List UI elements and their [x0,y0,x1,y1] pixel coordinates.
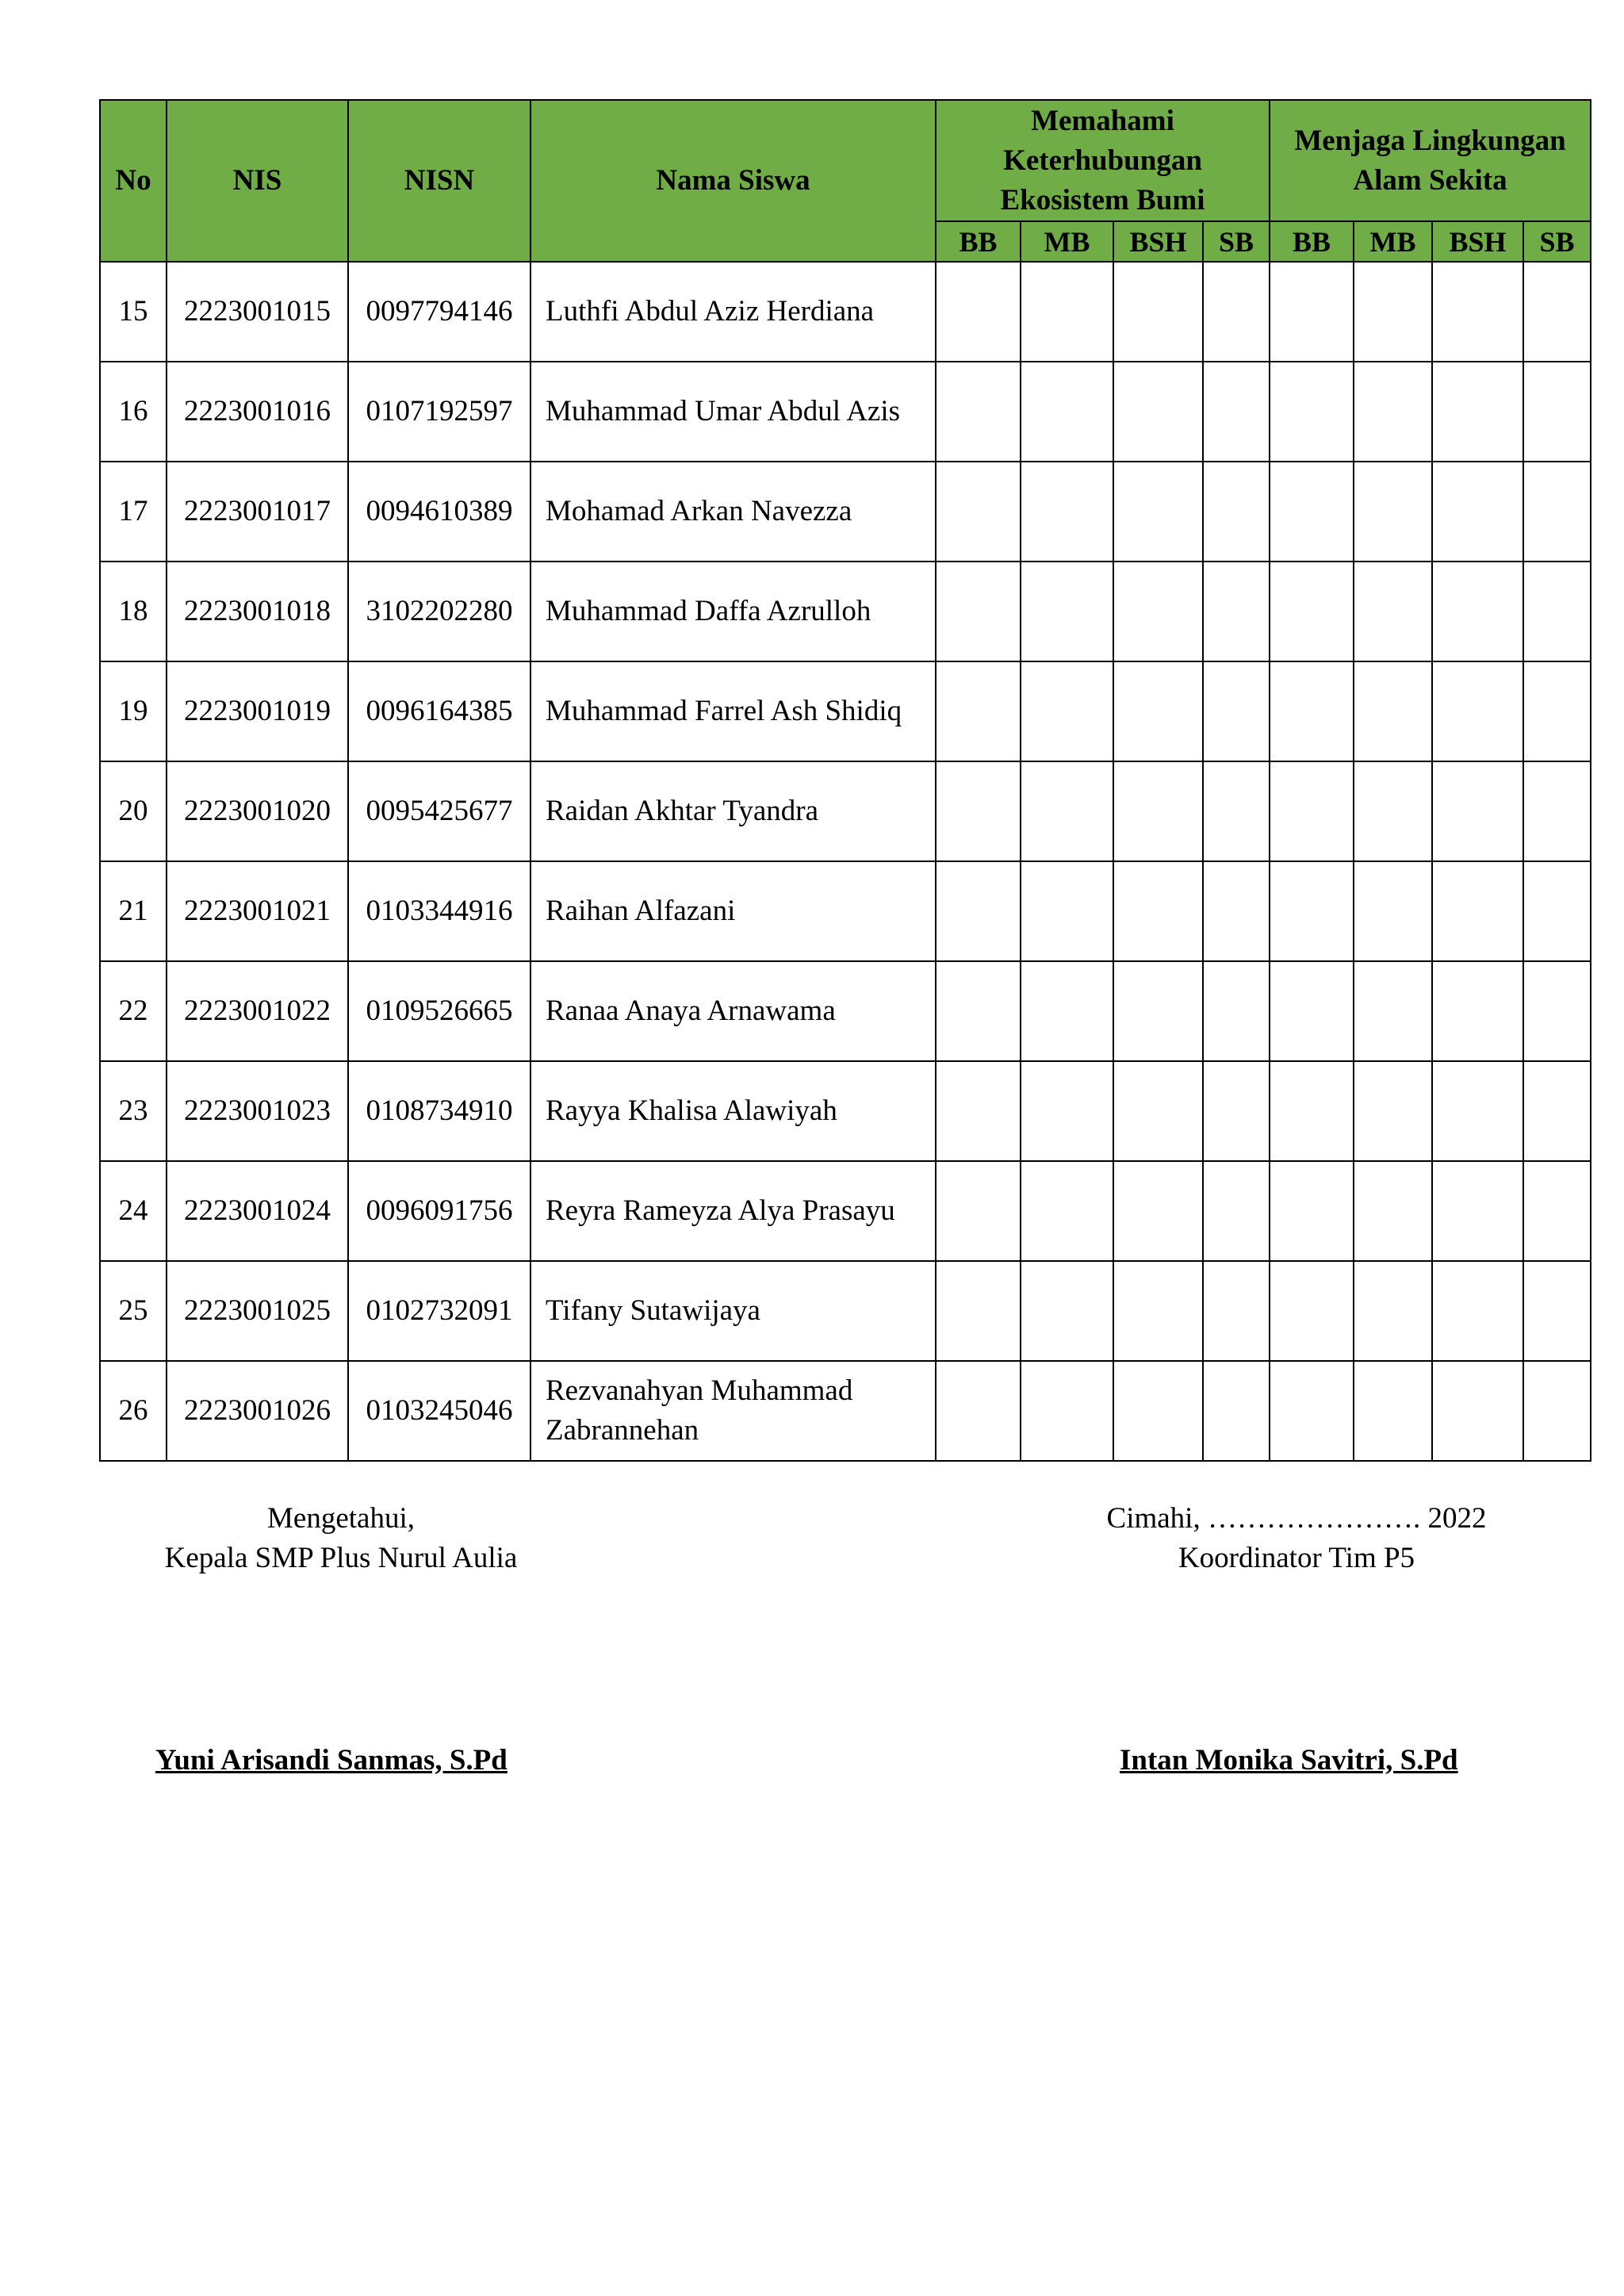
header-nama-siswa: Nama Siswa [530,100,936,262]
row-nis: 2223001026 [167,1361,348,1461]
grade-cell [1270,1061,1354,1161]
student-assessment-table [99,99,1591,1462]
row-nisn: 0103245046 [348,1361,530,1461]
grade-cell [1523,661,1591,761]
grade-cell [936,761,1021,861]
row-no: 19 [100,661,167,761]
grade-cell [1021,661,1113,761]
grade-cell [936,661,1021,761]
row-student-name: Raidan Akhtar Tyandra [530,761,936,861]
row-student-name: Raihan Alfazani [530,861,936,961]
row-nis: 2223001025 [167,1261,348,1361]
grade-cell [1523,1361,1591,1461]
row-nisn: 0096164385 [348,661,530,761]
header-level-mb: MB [1021,221,1113,262]
row-no: 21 [100,861,167,961]
place-date: Cimahi, …………………. 2022 [1106,1502,1487,1535]
grade-cell [936,562,1021,661]
header-level-bb: BB [1270,221,1354,262]
grade-cell [1354,961,1432,1061]
grade-cell [1113,362,1203,462]
grade-cell [1354,1161,1432,1261]
grade-cell [1203,661,1270,761]
grade-cell [1354,1261,1432,1361]
table-row [100,362,1591,462]
grade-cell [1354,462,1432,562]
grade-cell [1432,861,1523,961]
row-nisn: 0109526665 [348,961,530,1061]
grade-cell [1203,562,1270,661]
row-nisn: 0103344916 [348,861,530,961]
row-no: 18 [100,562,167,661]
row-nisn: 3102202280 [348,562,530,661]
principal-title: Kepala SMP Plus Nurul Aulia [164,1542,518,1574]
principal-name: Yuni Arisandi Sanmas, S.Pd [155,1744,508,1777]
grade-cell [1523,1161,1591,1261]
grade-cell [1432,1261,1523,1361]
grade-cell [1203,861,1270,961]
grade-cell [1523,1061,1591,1161]
grade-cell [1203,1161,1270,1261]
grade-cell [1354,861,1432,961]
header-no: No [100,100,167,262]
row-no: 16 [100,362,167,462]
grade-cell [1432,761,1523,861]
row-no: 15 [100,262,167,362]
header-level-bsh: BSH [1113,221,1203,262]
table-row [100,661,1591,761]
table-row [100,1161,1591,1261]
header-level-bb: BB [936,221,1021,262]
grade-cell [936,1261,1021,1361]
grade-cell [1203,1061,1270,1161]
grade-cell [1354,262,1432,362]
grade-cell [1270,362,1354,462]
grade-cell [1432,1161,1523,1261]
grade-cell [1021,1161,1113,1261]
table-row [100,961,1591,1061]
grade-cell [1113,961,1203,1061]
grade-cell [1270,462,1354,562]
grade-cell [1432,462,1523,562]
row-nis: 2223001019 [167,661,348,761]
row-no: 22 [100,961,167,1061]
grade-cell [1021,462,1113,562]
table-row [100,1061,1591,1161]
grade-cell [1432,562,1523,661]
row-nisn: 0095425677 [348,761,530,861]
grade-cell [1523,861,1591,961]
table-row [100,262,1591,362]
row-nisn: 0094610389 [348,462,530,562]
row-nis: 2223001024 [167,1161,348,1261]
acknowledgement-label: Mengetahui, [267,1502,415,1535]
table-row [100,1361,1591,1461]
grade-cell [1523,961,1591,1061]
grade-cell [1270,961,1354,1061]
grade-cell [1113,861,1203,961]
table-row [100,1261,1591,1361]
table-row [100,861,1591,961]
grade-cell [1113,761,1203,861]
row-nisn: 0102732091 [348,1261,530,1361]
grade-cell [1432,661,1523,761]
row-no: 26 [100,1361,167,1461]
row-student-name: Muhammad Daffa Azrulloh [530,562,936,661]
grade-cell [1523,362,1591,462]
grade-cell [1523,1261,1591,1361]
grade-cell [1021,1061,1113,1161]
grade-cell [1113,1061,1203,1161]
grade-cell [1021,1361,1113,1461]
grade-cell [1354,562,1432,661]
grade-cell [1523,562,1591,661]
row-nisn: 0108734910 [348,1061,530,1161]
grade-cell [1354,1061,1432,1161]
row-nisn: 0096091756 [348,1161,530,1261]
grade-cell [1113,462,1203,562]
grade-cell [1270,1361,1354,1461]
row-no: 17 [100,462,167,562]
grade-cell [1270,761,1354,861]
grade-cell [1432,362,1523,462]
grade-cell [1432,1361,1523,1461]
grade-cell [1270,1161,1354,1261]
grade-cell [1523,462,1591,562]
grade-cell [1270,861,1354,961]
grade-cell [1021,961,1113,1061]
row-student-name: Luthfi Abdul Aziz Herdiana [530,262,936,362]
grade-cell [1354,761,1432,861]
grade-cell [1270,262,1354,362]
row-nis: 2223001020 [167,761,348,861]
grade-cell [1523,262,1591,362]
row-nis: 2223001022 [167,961,348,1061]
row-nis: 2223001017 [167,462,348,562]
table-row [100,462,1591,562]
grade-cell [1021,861,1113,961]
row-student-name: Rayya Khalisa Alawiyah [530,1061,936,1161]
grade-cell [1203,262,1270,362]
row-nis: 2223001018 [167,562,348,661]
grade-cell [1203,961,1270,1061]
table-row [100,562,1591,661]
grade-cell [936,1161,1021,1261]
grade-cell [1203,462,1270,562]
header-nis: NIS [167,100,348,262]
row-nisn: 0107192597 [348,362,530,462]
grade-cell [936,1361,1021,1461]
grade-cell [1270,1261,1354,1361]
header-nisn: NISN [348,100,530,262]
row-student-name: Rezvanahyan Muhammad Zabrannehan [530,1361,936,1461]
grade-cell [1203,761,1270,861]
row-student-name: Muhammad Umar Abdul Azis [530,362,936,462]
header-group-ekosistem: Memahami Keterhubungan Ekosistem Bumi [936,100,1270,221]
table-body [100,262,1591,1461]
row-student-name: Mohamad Arkan Navezza [530,462,936,562]
grade-cell [1523,761,1591,861]
grade-cell [1113,1361,1203,1461]
row-student-name: Ranaa Anaya Arnawama [530,961,936,1061]
grade-cell [1270,562,1354,661]
grade-cell [1113,1261,1203,1361]
grade-cell [936,961,1021,1061]
grade-cell [1203,1361,1270,1461]
header-level-bsh: BSH [1432,221,1523,262]
grade-cell [1021,562,1113,661]
grade-cell [1113,1161,1203,1261]
grade-cell [1203,1261,1270,1361]
row-no: 24 [100,1161,167,1261]
grade-cell [1354,362,1432,462]
grade-cell [1432,262,1523,362]
grade-cell [936,861,1021,961]
grade-cell [1113,562,1203,661]
grade-cell [936,262,1021,362]
row-nis: 2223001016 [167,362,348,462]
grade-cell [936,1061,1021,1161]
grade-cell [1021,262,1113,362]
row-nis: 2223001015 [167,262,348,362]
row-no: 23 [100,1061,167,1161]
header-level-sb: SB [1203,221,1270,262]
row-student-name: Reyra Rameyza Alya Prasayu [530,1161,936,1261]
row-nisn: 0097794146 [348,262,530,362]
header-level-sb: SB [1523,221,1591,262]
grade-cell [936,362,1021,462]
signature-right-block [1059,1499,1534,1578]
grade-cell [1203,362,1270,462]
header-group-lingkungan: Menjaga Lingkungan Alam Sekita [1270,100,1591,221]
grade-cell [1270,661,1354,761]
grade-cell [936,462,1021,562]
row-student-name: Tifany Sutawijaya [530,1261,936,1361]
row-nis: 2223001023 [167,1061,348,1161]
grade-cell [1432,961,1523,1061]
grade-cell [1113,262,1203,362]
grade-cell [1354,661,1432,761]
row-nis: 2223001021 [167,861,348,961]
grade-cell [1432,1061,1523,1161]
grade-cell [1354,1361,1432,1461]
grade-cell [1113,661,1203,761]
coordinator-name: Intan Monika Savitri, S.Pd [1120,1744,1458,1777]
coordinator-title: Koordinator Tim P5 [1178,1542,1415,1574]
grade-cell [1021,761,1113,861]
table-row [100,761,1591,861]
row-no: 25 [100,1261,167,1361]
row-student-name: Muhammad Farrel Ash Shidiq [530,661,936,761]
row-no: 20 [100,761,167,861]
header-level-mb: MB [1354,221,1432,262]
grade-cell [1021,362,1113,462]
signature-left-block [123,1499,559,1578]
grade-cell [1021,1261,1113,1361]
